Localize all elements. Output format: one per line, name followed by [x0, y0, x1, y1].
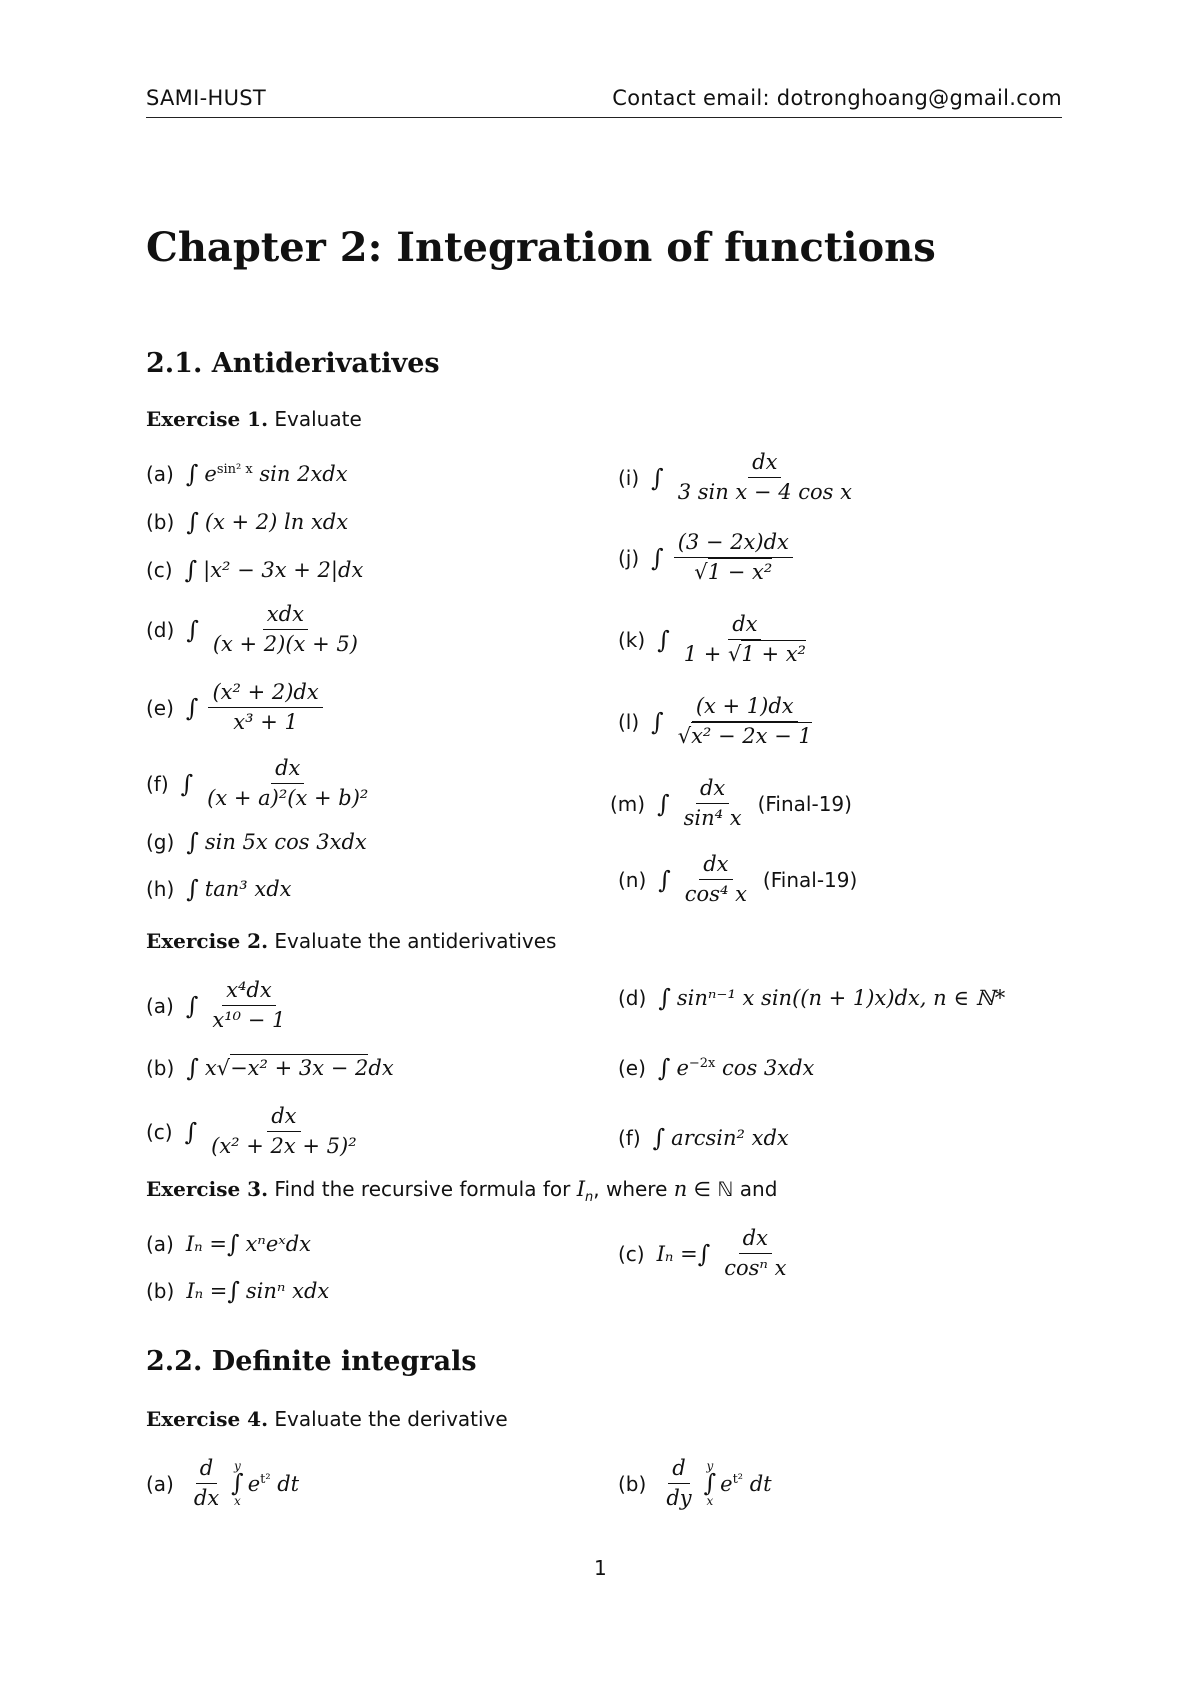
exercise-2-prompt	[146, 929, 556, 953]
math-exponent: −2x	[688, 1056, 716, 1071]
exercise-text: Evaluate	[274, 407, 362, 431]
math-text: e	[676, 1056, 689, 1080]
fraction-denominator: cosⁿ x	[724, 1256, 787, 1281]
exercise-text: Find the recursive formula for	[274, 1177, 577, 1201]
fraction-numerator: d	[668, 1456, 689, 1484]
fraction	[680, 612, 810, 667]
ex1-item-b	[146, 508, 348, 536]
ex2-item-e	[618, 1054, 814, 1082]
fraction	[207, 1104, 361, 1159]
ex1-item-j	[618, 530, 797, 585]
upper-limit: y	[706, 1459, 714, 1474]
section-number: 2.2.	[146, 1346, 203, 1377]
integral-sign: ∫	[658, 865, 671, 894]
fraction-denominator: sin⁴ x	[683, 806, 742, 831]
integral-sign: ∫	[184, 556, 198, 584]
fraction-denominator: (x + 2)(x + 5)	[212, 632, 358, 657]
ex1-item-i	[618, 450, 860, 505]
math-expression: sinⁿ⁻¹ x sin((n + 1)x)dx, n ∈ ℕ*	[676, 986, 1006, 1010]
exercise-text: Evaluate the antiderivatives	[274, 929, 557, 953]
math-exponent: sin² x	[216, 462, 253, 477]
exam-note: (Final-19)	[757, 791, 852, 816]
integral-sign: ∫	[651, 543, 664, 572]
integral-sign: ∫	[231, 1469, 244, 1498]
item-label: (g)	[146, 830, 175, 854]
sqrt-sign: √	[728, 642, 742, 667]
math-text: e	[204, 462, 217, 486]
item-label: (c)	[146, 1119, 173, 1144]
exercise-label: Exercise 3.	[146, 1177, 269, 1201]
math-exponent: t²	[732, 1471, 744, 1487]
exercise-label: Exercise 4.	[146, 1407, 269, 1431]
item-label: (n)	[618, 867, 647, 892]
math-exponent: t²	[260, 1471, 271, 1487]
ex3-item-b	[146, 1277, 329, 1305]
integral-sign: ∫	[185, 693, 199, 722]
integral-sign: ∫	[651, 463, 664, 492]
fraction-denominator: dy	[666, 1486, 692, 1511]
item-label: (b)	[146, 1056, 175, 1080]
fraction-denominator: 1 + x²	[741, 642, 806, 667]
ex3-item-c	[618, 1226, 794, 1281]
fraction	[681, 852, 751, 907]
fraction-numerator: (x² + 2)dx	[208, 680, 322, 708]
fraction-numerator: dx	[696, 776, 729, 804]
math-text: cos 3xdx	[715, 1056, 815, 1080]
ex1-item-k	[618, 612, 814, 667]
header-right: Contact email: dotronghoang@gmail.com	[612, 86, 1062, 110]
math-text: dt	[270, 1471, 300, 1496]
integral-sign: ∫	[226, 1230, 240, 1258]
item-label: (a)	[146, 462, 174, 486]
integral-sign: ∫	[658, 984, 671, 1012]
fraction	[203, 756, 372, 811]
math-text: dt	[743, 1471, 772, 1496]
fraction-numerator: x⁴dx	[222, 978, 276, 1006]
math-text: Iₙ =	[656, 1241, 698, 1266]
math-expression: arcsin² xdx	[671, 1126, 789, 1150]
integral-sign: ∫	[185, 460, 199, 488]
exercise-text: and	[733, 1177, 778, 1201]
exercise-label: Exercise 2.	[146, 929, 269, 953]
fraction-numerator: dx	[699, 852, 732, 880]
fraction-denominator: dx	[193, 1486, 220, 1511]
lower-limit: x	[234, 1494, 241, 1509]
fraction	[208, 978, 289, 1033]
fraction	[680, 776, 746, 831]
fraction-numerator: (3 − 2x)dx	[674, 530, 793, 558]
page-number: 1	[594, 1556, 607, 1580]
fraction-denominator: (x + a)²(x + b)²	[207, 786, 369, 811]
fraction-denominator: cos⁴ x	[684, 882, 747, 907]
integral-sign: ∫	[657, 1054, 671, 1082]
section-title: Definite integrals	[211, 1346, 477, 1377]
ex1-item-f	[146, 756, 376, 811]
integral-sign: ∫	[185, 991, 199, 1020]
sqrt-sign: √	[216, 1056, 231, 1080]
fraction-numerator: (x + 1)dx	[692, 694, 798, 722]
math-expression: tan³ xdx	[204, 877, 292, 901]
fraction	[190, 1456, 223, 1511]
math-text: x	[204, 1056, 217, 1080]
exercise-text: , where	[593, 1177, 674, 1201]
ex1-item-l	[618, 694, 820, 749]
integral-sign: ∫	[227, 1277, 240, 1305]
header-left: SAMI-HUST	[146, 86, 266, 110]
ex1-item-a	[146, 460, 348, 488]
item-label: (a)	[146, 993, 174, 1018]
item-label: (e)	[146, 695, 174, 720]
integral-sign: ∫	[186, 828, 199, 856]
ex2-item-d	[618, 984, 1005, 1012]
integral-with-limits	[231, 1460, 244, 1507]
fraction-numerator: d	[196, 1456, 217, 1484]
ex1-item-g	[146, 828, 367, 856]
math-text: ∈ ℕ	[687, 1177, 734, 1201]
fraction	[674, 694, 816, 749]
fraction-denominator: x³ + 1	[233, 710, 298, 735]
item-label: (a)	[146, 1471, 174, 1496]
section-title: Antiderivatives	[211, 348, 440, 379]
section-heading-2-1	[146, 348, 440, 379]
integral-sign: ∫	[186, 508, 199, 536]
exercise-1-prompt	[146, 407, 362, 431]
lower-limit: x	[706, 1494, 714, 1509]
fraction	[209, 602, 362, 657]
sqrt-sign: √	[677, 724, 692, 749]
item-label: (i)	[618, 465, 640, 490]
ex1-item-m	[610, 776, 852, 831]
integral-sign: ∫	[186, 875, 199, 903]
math-radicand: −x² + 3x − 2	[230, 1056, 369, 1080]
fraction	[674, 450, 856, 505]
math-subscript: n	[585, 1190, 594, 1205]
integral-with-limits	[704, 1460, 717, 1507]
fraction	[208, 680, 322, 735]
math-text: sin 2xdx	[252, 462, 348, 486]
fraction	[662, 1456, 695, 1511]
integral-sign: ∫	[184, 1117, 198, 1146]
item-label: (f)	[618, 1126, 641, 1150]
math-text: Iₙ =	[186, 1279, 228, 1303]
item-label: (a)	[146, 1232, 174, 1256]
integral-sign: ∫	[651, 707, 664, 736]
item-label: (d)	[146, 617, 175, 642]
fraction-denominator: 1 − x²	[707, 560, 773, 585]
ex1-item-d	[146, 602, 366, 657]
fraction	[674, 530, 793, 585]
fraction-denominator: x² − 2x − 1	[691, 724, 812, 749]
item-label: (f)	[146, 771, 169, 796]
item-label: (d)	[618, 986, 647, 1010]
fraction-denominator: 1 +	[683, 642, 729, 667]
ex2-item-b	[146, 1054, 394, 1082]
header-rule	[146, 117, 1062, 118]
math-expression: xⁿeˣdx	[245, 1232, 311, 1256]
fraction-numerator: dx	[739, 1226, 772, 1254]
section-heading-2-2	[146, 1346, 477, 1377]
exercise-4-prompt	[146, 1407, 508, 1431]
fraction-numerator: dx	[728, 612, 761, 640]
fraction-denominator: (x² + 2x + 5)²	[211, 1134, 357, 1159]
fraction-numerator: dx	[748, 450, 781, 478]
upper-limit: y	[234, 1459, 241, 1474]
ex1-item-e	[146, 680, 327, 735]
math-text: Iₙ =	[185, 1232, 227, 1256]
ex2-item-a	[146, 978, 293, 1033]
ex4-item-a	[146, 1456, 299, 1511]
integral-sign: ∫	[657, 789, 670, 818]
math-expression: (x + 2) ln xdx	[204, 510, 349, 534]
math-text: e	[720, 1471, 733, 1496]
exercise-label: Exercise 1.	[146, 407, 269, 431]
exam-note: (Final-19)	[762, 867, 858, 892]
item-label: (c)	[146, 558, 173, 582]
fraction	[720, 1226, 790, 1281]
fraction-denominator: x¹⁰ − 1	[212, 1008, 286, 1033]
math-expression: sin 5x cos 3xdx	[204, 830, 367, 854]
item-label: (b)	[618, 1471, 647, 1496]
ex1-item-c	[146, 556, 363, 584]
math-text: n	[673, 1177, 688, 1201]
fraction-numerator: dx	[267, 1104, 300, 1132]
integral-sign: ∫	[186, 615, 199, 644]
chapter-title: Chapter 2: Integration of functions	[146, 224, 936, 271]
ex1-item-n	[618, 852, 857, 907]
exercise-3-prompt	[146, 1177, 777, 1205]
ex3-item-a	[146, 1230, 311, 1258]
item-label: (l)	[618, 709, 640, 734]
fraction-denominator: 3 sin x − 4 cos x	[677, 480, 852, 505]
integral-sign: ∫	[697, 1239, 711, 1268]
fraction-numerator: dx	[271, 756, 304, 784]
item-label: (b)	[146, 1279, 175, 1303]
math-text: I	[576, 1177, 585, 1201]
ex4-item-b	[618, 1456, 772, 1511]
item-label: (m)	[610, 791, 646, 816]
integral-sign: ∫	[652, 1124, 666, 1152]
item-label: (k)	[618, 627, 646, 652]
item-label: (h)	[146, 877, 175, 901]
section-number: 2.1.	[146, 348, 203, 379]
ex2-item-c	[146, 1104, 365, 1159]
integral-sign: ∫	[186, 1054, 199, 1082]
item-label: (j)	[618, 545, 640, 570]
integral-sign: ∫	[180, 769, 194, 798]
item-label: (c)	[618, 1241, 645, 1266]
integral-sign: ∫	[657, 625, 670, 654]
math-expression: sinⁿ xdx	[245, 1279, 330, 1303]
math-expression: |x² − 3x + 2|dx	[203, 558, 364, 582]
integral-sign: ∫	[703, 1469, 717, 1498]
math-text: dx	[368, 1056, 394, 1080]
math-text: e	[247, 1471, 261, 1496]
fraction-numerator: xdx	[263, 602, 308, 630]
item-label: (e)	[618, 1056, 646, 1080]
item-label: (b)	[146, 510, 175, 534]
ex1-item-h	[146, 875, 292, 903]
ex2-item-f	[618, 1124, 789, 1152]
exercise-text: Evaluate the derivative	[274, 1407, 508, 1431]
sqrt-sign: √	[694, 560, 708, 585]
